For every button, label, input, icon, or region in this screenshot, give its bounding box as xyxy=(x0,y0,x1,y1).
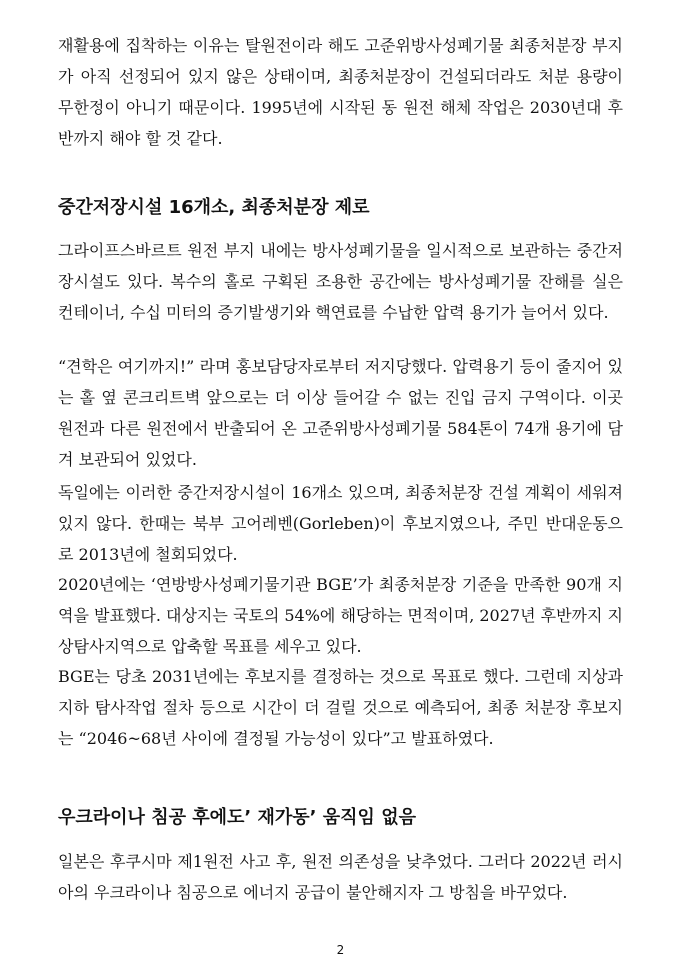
page-number: 2 xyxy=(336,943,345,957)
paragraph: 일본은 후쿠시마 제1원전 사고 후, 원전 의존성을 낮추었다. 그러다 2022년 러시아의 우크라이나 침공으로 에너지 공급이 불안해지자 그 방침을 바꾸었다. xyxy=(58,852,623,902)
section1-paragraph-5-block xyxy=(58,661,623,754)
section1-paragraph-4-block xyxy=(58,569,623,662)
section1-paragraph-1-block xyxy=(58,235,623,328)
intro-block xyxy=(58,30,623,154)
intro-paragraph: 재활용에 집착하는 이유는 탈원전이라 해도 고준위방사성폐기물 최종처분장 부지가 아직 선정되어 있지 않은 상태이며, 최종처분장이 건설되더라도 처분 용량이 무한정이 아니기 때문이다. 1995년에 시작된 동 원전 해체 작업은 2030년대 후반까지 해야 할 것 같다. xyxy=(58,36,623,148)
paragraph: 독일에는 이러한 중간저장시설이 16개소 있으며, 최종처분장 건설 계획이 세워져 있지 않다. 한때는 북부 고어레벤(Gorleben)이 후보지였으나, 주민 반대운동으로 2013년에 철회되었다. xyxy=(58,483,623,564)
paragraph: BGE는 당초 2031년에는 후보지를 결정하는 것으로 목표로 했다. 그런데 지상과 지하 탐사작업 절차 등으로 시간이 더 걸릴 것으로 예측되어, 최종 처분장 후보지는 “2046~68년 사이에 결정될 가능성이 있다”고 발표하였다. xyxy=(58,667,623,748)
section1-paragraph-3-block xyxy=(58,477,623,570)
paragraph: 2020년에는 ‘연방방사성폐기물기관 BGE’가 최종처분장 기준을 만족한 90개 지역을 발표했다. 대상지는 국토의 54%에 해당하는 면적이며, 2027년 후반까지 지상탐사지역으로 압축할 목표를 세우고 있다. xyxy=(58,575,623,656)
section-heading-ukraine-invasion: 우크라이나 침공 후에도’ 재가동’ 움직임 없음 xyxy=(58,807,416,828)
paragraph: “견학은 여기까지!” 라며 홍보담당자로부터 저지당했다. 압력용기 등이 줄지어 있는 홀 옆 콘크리트벽 앞으로는 더 이상 들어갈 수 없는 진입 금지 구역이다. 이곳 원전과 다른 원전에서 반출되어 온 고준위방사성폐기물 584톤이 74개 용기에 담겨 보관되어 있었다. xyxy=(58,357,623,469)
section2-paragraph-1-block xyxy=(58,846,623,908)
section-heading-interim-storage: 중간저장시설 16개소, 최종처분장 제로 xyxy=(58,197,370,218)
section1-paragraph-2-block xyxy=(58,351,623,475)
paragraph: 그라이프스바르트 원전 부지 내에는 방사성폐기물을 일시적으로 보관하는 중간저장시설도 있다. 복수의 홀로 구획된 조용한 공간에는 방사성폐기물 잔해를 실은 컨테이너, 수십 미터의 증기발생기와 핵연료를 수납한 압력 용기가 늘어서 있다. xyxy=(58,241,623,322)
